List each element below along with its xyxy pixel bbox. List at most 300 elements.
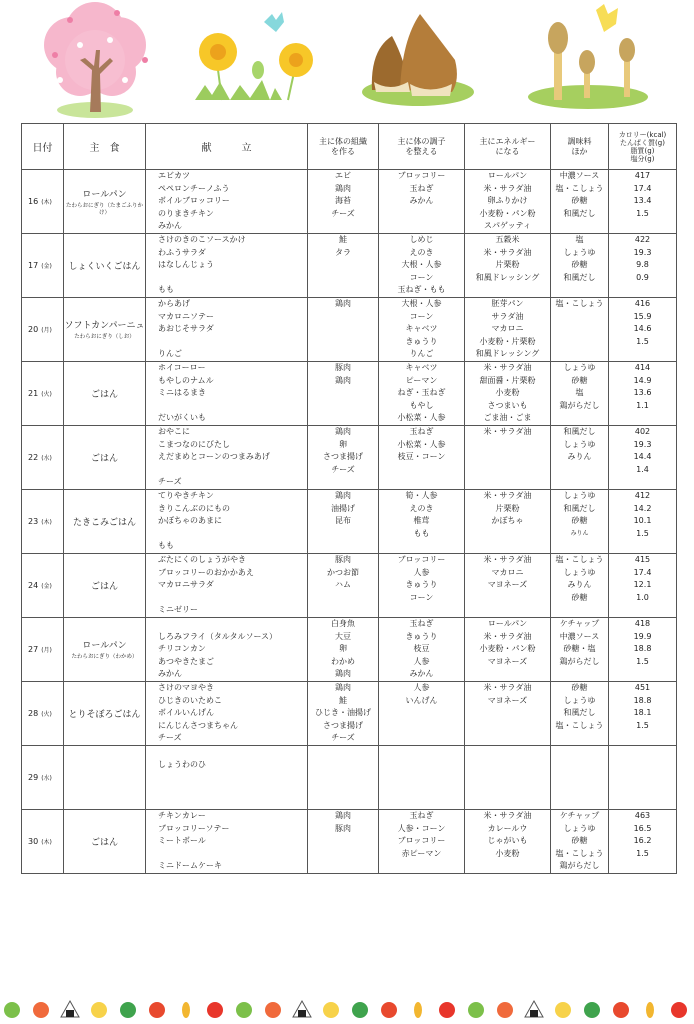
ingredient [308,220,378,233]
ingredient: しょうゆ [563,439,596,449]
onigiri-icon [61,1001,79,1017]
ingredient [551,540,608,553]
empty [609,796,676,809]
dish-name: マカロニサラダ [158,580,214,590]
nutrition-cell [609,234,677,298]
body-tissue-cell [308,362,379,426]
day-number: 29 [28,773,39,782]
ingredient: 人参 [413,567,430,577]
dish-name: しょうわのひ [158,759,206,769]
ingredient [465,720,550,733]
protein-value: 14.9 [633,375,652,385]
ingredient [551,476,608,489]
ingredient: 鮭 [339,695,347,705]
staple-cell [64,618,146,682]
dish-name [158,272,307,285]
protein-value: 18.8 [633,695,652,705]
protein-value: 14.2 [633,503,652,513]
energy-cell [465,298,551,362]
ingredient: タラ [335,247,351,257]
header-seasoning-line1: 調味料 [567,136,592,146]
ingredient: 片栗粉 [495,260,520,270]
dish-name [158,400,307,413]
ingredient: 人参・コーン [397,823,446,833]
ingredient: 鶏がらだし [559,656,600,666]
menu-row [22,490,677,554]
protein-value [609,759,676,772]
fat-value: 18.8 [633,644,652,654]
dish-name: チリコンカン [158,644,206,654]
body-tissue-cell [308,618,379,682]
ingredient: 小麦粉・パン粉 [479,644,536,654]
body-condition-cell [379,746,465,810]
empty [609,540,676,553]
ingredient: さつまいも [487,400,528,410]
staple-cell [64,682,146,746]
ingredient: カレールウ [487,823,528,833]
staple-food: ごはん [90,454,118,464]
header-salt: 塩分(g) [630,154,655,163]
ingredient: エビ [335,171,351,180]
menu-cell [146,170,308,234]
protein-value: 17.4 [633,183,652,193]
staple-food: とりそぼろごはん [68,710,141,720]
energy-cell [465,554,551,618]
ingredient: 和風だし [563,272,596,282]
ingredient: 米・サラダ油 [483,683,532,692]
menu-row [22,810,677,874]
staple-alternative: たわらおにぎり（わかめ） [71,654,138,660]
ingredient: ケチャップ [559,811,600,820]
ingredient: 塩 [575,388,584,398]
staple-alternative: たわらおにぎり（たまごふりかけ） [65,202,143,216]
ingredient: 砂糖 [571,375,588,385]
ingredient: みかん [409,196,434,206]
day-of-week: (木) [41,839,52,846]
ingredient: 卵 [339,439,347,449]
day-of-week: (月) [41,327,52,334]
energy-cell [465,490,551,554]
menu-row [22,170,677,234]
dish-name: ボイルブロッコリー [158,196,230,206]
body-condition-cell [379,426,465,490]
menu-rows [22,170,677,874]
day-number: 16 [28,197,39,206]
ingredient [379,464,464,477]
calorie-value: 451 [634,683,651,692]
date-cell [22,170,64,234]
ingredient: 砂糖 [571,836,588,846]
menu-cell [146,554,308,618]
ingredient: しょうゆ [563,567,596,577]
fat-value: 13.4 [633,196,652,206]
header-fat: 脂質(g) [630,146,655,155]
empty [609,476,676,489]
ingredient: 和風だし [563,503,596,513]
tamagoyaki-icon [91,1002,107,1018]
ingredient: みりん [567,580,592,590]
date-cell [22,362,64,426]
day-number: 28 [28,709,39,718]
dish-name: あつやきたまご [158,656,214,666]
dish-name [158,784,307,797]
ingredient: 砂糖 [571,196,588,206]
ingredient: 玉ねぎ [409,811,434,820]
ingredient [379,540,464,553]
staple-food: ロールパン [82,641,127,651]
fat-value: 16.2 [633,836,652,846]
date-cell [22,426,64,490]
dish-name: ホイコーロー [158,363,206,372]
tomato-icon [439,1002,455,1018]
day-of-week: (金) [41,583,52,590]
lettuce-icon [236,1002,252,1018]
ingredient: いんげん [405,695,438,705]
dish-name [158,796,307,809]
cherry-blossom-tree-icon [44,2,148,118]
fat-value: 10.1 [633,516,652,526]
ingredient: 玉ねぎ [409,183,434,193]
ingredient: 鶏肉 [335,683,351,692]
ingredient: 米・サラダ油 [483,363,532,372]
salt-value: 1.5 [636,656,649,666]
ingredient [551,336,608,349]
ingredient [379,759,464,772]
dish-name: チーズ [158,477,182,487]
empty [609,348,676,361]
ingredient [465,860,550,873]
ingredient: 卵ふりかけ [487,196,528,206]
ingredient: チーズ [331,208,355,218]
ingredient [379,604,464,617]
header-body-condition-line2: を整える [405,146,438,156]
nutrition-cell [609,170,677,234]
energy-cell [465,362,551,426]
seasoning-cell [551,298,609,362]
day-number: 22 [28,453,39,462]
salt-value: 1.0 [636,592,649,602]
ingredient: 玉ねぎ [409,427,434,436]
seasoning-cell [551,170,609,234]
ingredient: 和風ドレッシング [475,349,540,359]
ingredient: 米・サラダ油 [483,427,532,436]
shrimp-sushi-icon [265,1002,281,1018]
ingredient: 米・サラダ油 [483,247,532,257]
salt-value: 1.5 [636,336,649,346]
ingredient: えのき [409,247,434,257]
ingredient [551,412,608,425]
dish-name [158,771,307,784]
ingredient [551,796,608,809]
day-of-week: (火) [41,711,52,718]
dish-name: ミニはるまき [158,388,206,398]
seasoning-cell [551,682,609,746]
empty [609,604,676,617]
date-cell [22,746,64,810]
header-energy [465,124,551,170]
day-of-week: (月) [41,647,52,654]
body-condition-cell [379,234,465,298]
calorie-value: 414 [634,363,651,372]
ingredient [465,732,550,745]
staple-cell [64,362,146,426]
fried-shrimp-icon [414,1002,422,1018]
ingredient [308,604,378,617]
fried-shrimp-icon [182,1002,190,1018]
dish-name: にんじんさつまちゃん [158,720,238,730]
ingredient [465,476,550,489]
ingredient: しょうゆ [563,695,596,705]
nutrition-cell [609,746,677,810]
body-tissue-cell [308,170,379,234]
ingredient: スパゲッティ [483,221,532,231]
ingredient: 砂糖 [571,683,588,692]
dish-name: チーズ [158,733,182,743]
dish-name: もやしのナムル [158,375,214,385]
dish-name: ボイルいんげん [158,708,214,718]
calorie-value: 418 [634,619,651,628]
dish-name: エビカツ [158,171,190,180]
ingredient: ロールパン [487,619,528,628]
ingredient [308,528,378,541]
dish-name: ぶたにくのしょうがやき [158,555,246,564]
day-number: 27 [28,645,39,654]
body-tissue-cell [308,490,379,554]
header-body-condition-line1: 主に体の調子 [397,136,446,146]
header-calorie: カロリー(kcal) [618,130,667,139]
ingredient: マヨネーズ [487,580,528,590]
ingredient [308,784,378,797]
calorie-value [609,746,676,759]
dish-name: きりこんぶのにもの [158,503,230,513]
ingredient: えのき [409,503,434,513]
ingredient: しょうゆ [563,491,596,500]
ingredient: 小松菜・人参 [397,413,446,423]
seasoning-cell [551,490,609,554]
ingredient: 砂糖・塩 [563,644,596,654]
ingredient: 玉ねぎ [409,619,434,628]
ingredient [465,540,550,553]
ingredient: 和風だし [563,708,596,718]
ingredient: 砂糖 [571,516,588,526]
ingredient [379,796,464,809]
date-cell [22,810,64,874]
ingredient [465,668,550,681]
nutrition-cell [609,298,677,362]
nutrition-cell [609,554,677,618]
onigiri-icon [525,1001,543,1017]
header-protein: たんぱく質(g) [620,138,665,147]
body-condition-cell [379,490,465,554]
body-condition-cell [379,170,465,234]
ingredient [465,451,550,464]
dish-name: からあげ [158,299,190,308]
salt-value: 1.1 [636,400,649,410]
body-tissue-cell [308,234,379,298]
bamboo-shoot-icon [362,14,474,106]
ingredient: 塩・こしょう [555,183,604,193]
ingredient: 五穀米 [495,235,520,244]
fat-value: 12.1 [633,580,652,590]
body-condition-cell [379,810,465,874]
ingredient [308,771,378,784]
dish-name: のりまきチキン [158,208,214,218]
dish-name: ミートボール [158,836,206,846]
menu-cell [146,682,308,746]
header-energy-line2: になる [495,146,520,156]
ingredient: キャベツ [405,324,438,334]
ingredient: マヨネーズ [487,695,528,705]
ingredient: りんご [409,349,434,359]
octopus-sausage-icon [149,1002,165,1018]
day-of-week: (木) [41,519,52,526]
header-body-tissue-line2: を作る [331,146,355,156]
day-number: 24 [28,581,39,590]
ingredient: 塩・こしょう [555,720,604,730]
fat-value: 14.4 [633,452,652,462]
ingredient: 小麦粉・パン粉 [479,208,536,218]
header-date: 日付 [22,124,64,170]
ingredient [379,860,464,873]
dish-name: かぼちゃのあまに [158,516,222,526]
tamagoyaki-icon [323,1002,339,1018]
ingredient: ブロッコリー [397,171,446,180]
ingredient [308,540,378,553]
calorie-value: 463 [634,811,651,820]
day-number: 30 [28,837,39,846]
ingredient: 米・サラダ油 [483,811,532,820]
ingredient [465,784,550,797]
ingredient: コーン [409,272,434,282]
calorie-value: 416 [634,299,651,308]
ingredient: 砂糖 [571,260,588,270]
energy-cell [465,170,551,234]
shrimp-sushi-icon [33,1002,49,1018]
ingredient: 油揚げ [331,503,355,513]
day-of-week: (金) [41,263,52,270]
ingredient: 胚芽パン [491,299,524,308]
ingredient: 鮭 [339,235,347,244]
menu-row [22,682,677,746]
fried-shrimp-icon [646,1002,654,1018]
dish-name: マカロニソテー [158,311,214,321]
ingredient [465,592,550,605]
dish-name: さけのマヨやき [158,683,214,692]
ingredient: 米・サラダ油 [483,183,532,193]
ingredient: しょうゆ [563,823,596,833]
ingredient: ケチャップ [559,619,600,628]
energy-cell [465,234,551,298]
ingredient: 米・サラダ油 [483,491,532,500]
salt-value: 1.5 [636,208,649,218]
ingredient: 椎茸 [413,516,430,526]
ingredient: ピーマン [405,375,438,385]
calorie-value: 402 [634,427,651,436]
nutrition-cell [609,426,677,490]
ingredient [465,464,550,477]
empty [609,668,676,681]
ingredient: 米・サラダ油 [483,555,532,564]
seasoning-cell [551,618,609,682]
menu-cell [146,746,308,810]
ingredient: 塩・こしょう [555,848,604,858]
ingredient: わかめ [331,656,355,666]
top-decoration-illustrations [0,0,694,120]
staple-cell [64,810,146,874]
ingredient: 甜面醤・片栗粉 [479,375,536,385]
nutrition-cell [609,362,677,426]
ingredient: 砂糖 [571,592,588,602]
dish-name: さけのきのこソースかけ [158,235,246,244]
dish-name [158,592,307,605]
protein-value: 19.3 [633,439,652,449]
fat-value: 9.8 [636,260,649,270]
body-tissue-cell [308,426,379,490]
ingredient: しめじ [409,235,434,244]
date-cell [22,618,64,682]
ingredient [308,835,378,848]
ingredient [551,284,608,297]
ingredient: サラダ油 [491,311,524,321]
lunch-menu-table [21,123,677,874]
ingredient: ブロッコリー [397,836,446,846]
ingredient: みりん [570,529,589,537]
staple-food: ロールパン [82,189,127,200]
salt-value: 0.9 [636,272,649,282]
ingredient: もやし [409,400,434,410]
horsetail-icon [528,4,648,109]
ingredient: 鶏肉 [335,491,351,500]
ingredient: 人参 [413,656,430,666]
ingredient [551,464,608,477]
dish-name: はなしんじょう [158,260,214,270]
dish-name [158,528,307,541]
ingredient: 大根・人参 [401,260,442,270]
ingredient: 枝豆 [413,644,430,654]
ingredient [551,348,608,361]
menu-cell [146,298,308,362]
ingredient: きゅうり [405,336,438,346]
body-condition-cell [379,362,465,426]
body-condition-cell [379,682,465,746]
nutrition-cell [609,490,677,554]
dish-name: ひじきのいためこ [158,695,222,705]
lettuce-icon [468,1002,484,1018]
food-border-decoration [0,996,694,1024]
ingredient: 鶏肉 [335,669,351,679]
ingredient: もも [413,528,430,538]
salt-value: 1.5 [636,720,649,730]
ingredient [379,784,464,797]
date-cell [22,298,64,362]
ingredient: 小松菜・人参 [397,439,446,449]
ingredient: ごま油・ごま [483,413,532,423]
ingredient [551,746,608,759]
ingredient [308,412,378,425]
ingredient [308,348,378,361]
menu-row [22,746,677,810]
ingredient [379,771,464,784]
ingredient [551,311,608,324]
header-seasoning [551,124,609,170]
seasoning-cell [551,362,609,426]
empty [609,860,676,873]
header-body-condition [379,124,465,170]
dandelion-icon [195,12,313,100]
ingredient: 鶏肉 [335,427,351,436]
ingredient: マカロニ [491,324,524,334]
salt-value: 1.4 [636,464,649,474]
